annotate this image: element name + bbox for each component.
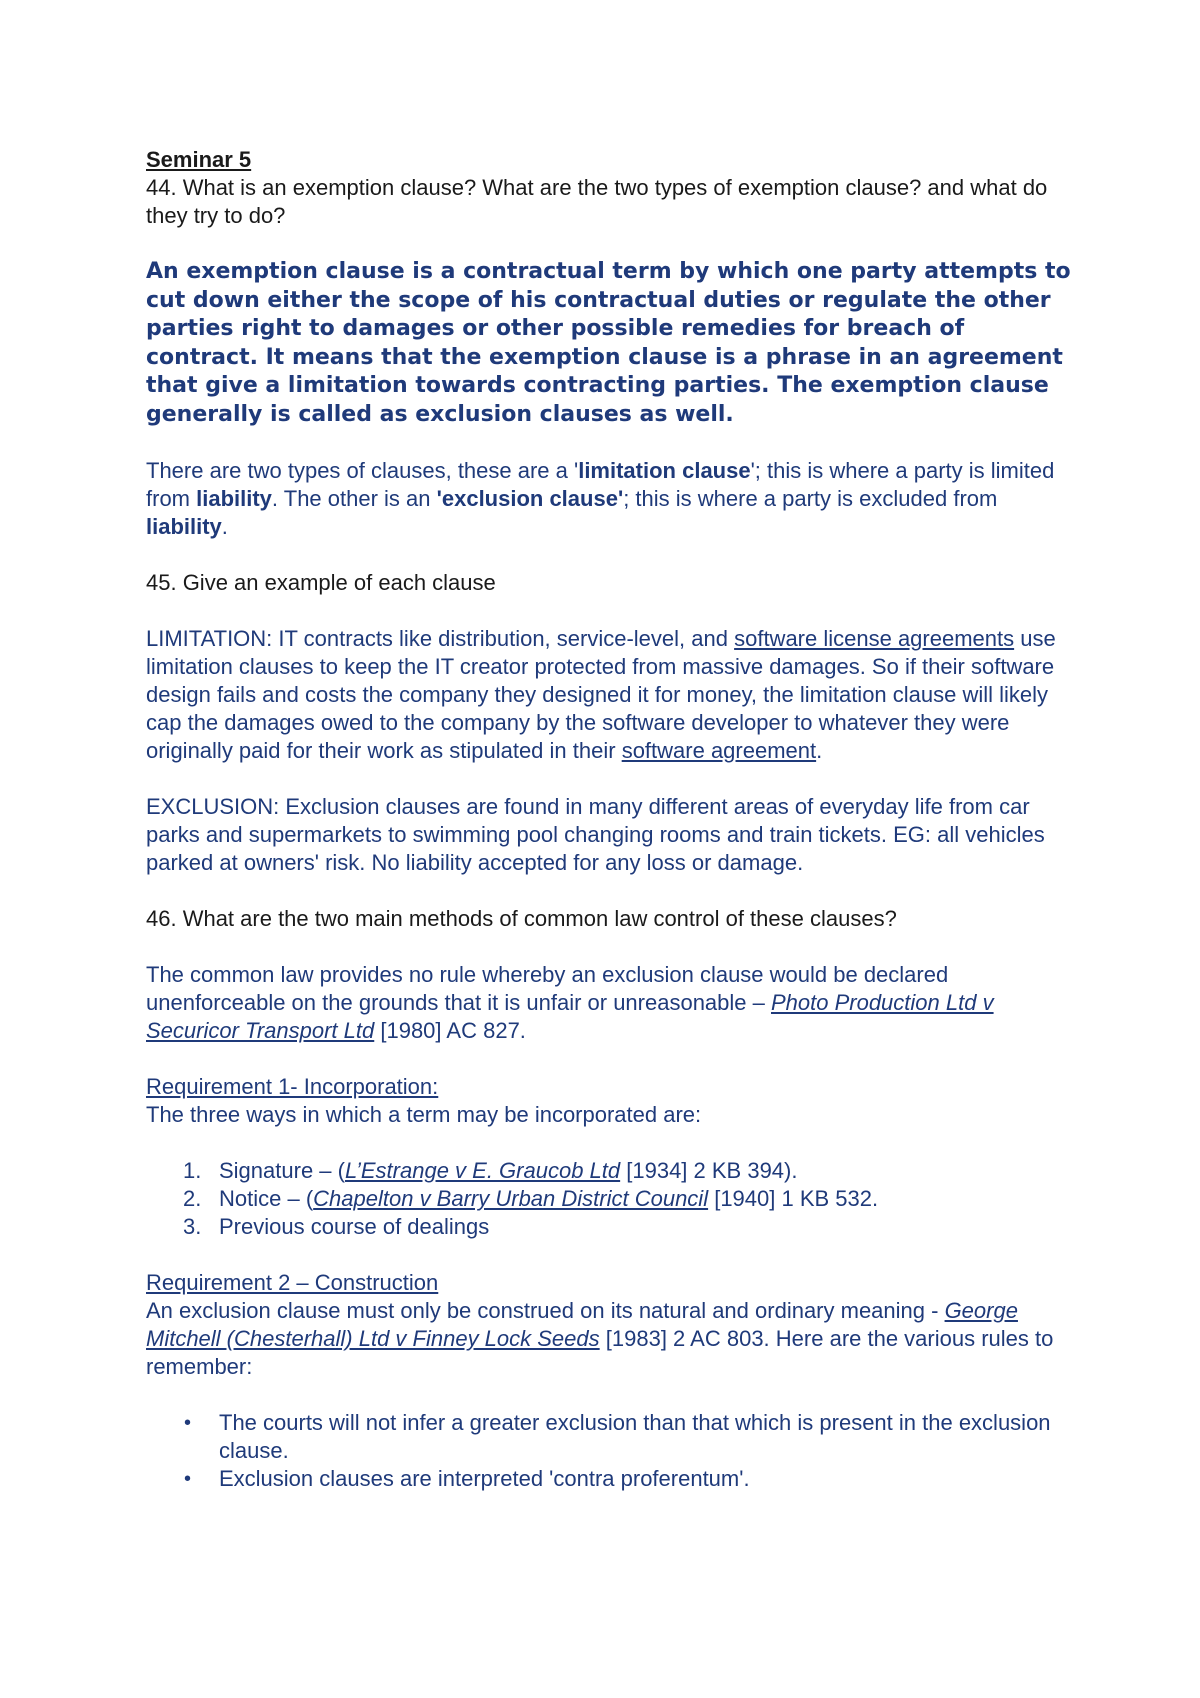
incorporation-list	[146, 1157, 1076, 1241]
limitation-paragraph: LIMITATION: IT contracts like distribution, service-level, and software license agreements use limitation clauses to keep the IT creator protected from massive damages. So if their software design fails and costs the company they designed it for money, the limitation clause will likely cap the damages owed to the company by the software developer to whatever they were originally paid for their work as stipulated in their software agreement.	[146, 626, 1056, 763]
question-45: 45. Give an example of each clause	[146, 570, 496, 595]
question-46: 46. What are the two main methods of common law control of these clauses?	[146, 906, 897, 931]
george-mitchell-link[interactable]: George Mitchell (Chesterhall) Ltd v Finney Lock Seeds	[146, 1298, 1018, 1351]
list-item: • The courts will not infer a greater exclusion than that which is present in the exclusion clause.	[184, 1410, 1051, 1463]
construction-rules-list	[146, 1409, 1076, 1493]
lestrange-link[interactable]: L’Estrange v E. Graucob Ltd	[344, 1158, 621, 1183]
common-law-paragraph: The common law provides no rule whereby an exclusion clause would be declared unenforceable on the grounds that it is unfair or unreasonable – Photo Production Ltd v Securicor Transport Ltd [1980] AC 827.	[146, 962, 994, 1043]
software-agreement-link[interactable]: software agreement	[621, 738, 817, 763]
list-item: • Exclusion clauses are interpreted 'contra proferentum'.	[184, 1466, 750, 1491]
requirement-2-paragraph: An exclusion clause must only be construed on its natural and ordinary meaning - George Mitchell (Chesterhall) Ltd v Finney Lock Seeds [1983] 2 AC 803. Here are the various rules to remember:	[146, 1298, 1054, 1379]
answer-44: An exemption clause is a contractual term by which one party attempts to cut down either the scope of his contractual duties or regulate the other parties right to damages or other possible remedies for breach of contract. It means that the exemption clause is a phrase in an agreement that give a limitation towards contracting parties. The exemption clause generally is called as exclusion clauses as well.	[146, 259, 1071, 427]
list-item: 1. Signature – (L’Estrange v E. Graucob Ltd [1934] 2 KB 394).	[183, 1158, 798, 1183]
exclusion-paragraph: EXCLUSION: Exclusion clauses are found in many different areas of everyday life from car parks and supermarkets to swimming pool changing rooms and train tickets. EG: all vehicles parked at owners' risk. No liability accepted for any loss or damage.	[146, 794, 1045, 875]
document-page	[146, 146, 1076, 1493]
photo-production-link[interactable]: Photo Production Ltd v Securicor Transport Ltd	[146, 990, 994, 1043]
list-item: 2. Notice – (Chapelton v Barry Urban District Council [1940] 1 KB 532.	[183, 1186, 879, 1211]
types-paragraph: There are two types of clauses, these are a 'limitation clause'; this is where a party is limited from liability. The other is an 'exclusion clause'; this is where a party is excluded from liability.	[146, 458, 1055, 539]
software-license-link[interactable]: software license agreements	[734, 626, 1015, 651]
question-44: 44. What is an exemption clause? What are the two types of exemption clause? and what do they try to do?	[146, 175, 1048, 228]
requirement-2-heading: Requirement 2 – Construction	[146, 1270, 439, 1295]
bullet-icon: •	[184, 1412, 192, 1434]
list-item: 3. Previous course of dealings	[183, 1214, 490, 1239]
seminar-title: Seminar 5	[146, 147, 252, 172]
chapelton-link[interactable]: Chapelton v Barry Urban District Council	[313, 1186, 709, 1211]
requirement-1-intro: The three ways in which a term may be incorporated are:	[146, 1102, 702, 1127]
bullet-icon: •	[184, 1468, 192, 1490]
requirement-1-heading: Requirement 1- Incorporation:	[146, 1074, 439, 1099]
